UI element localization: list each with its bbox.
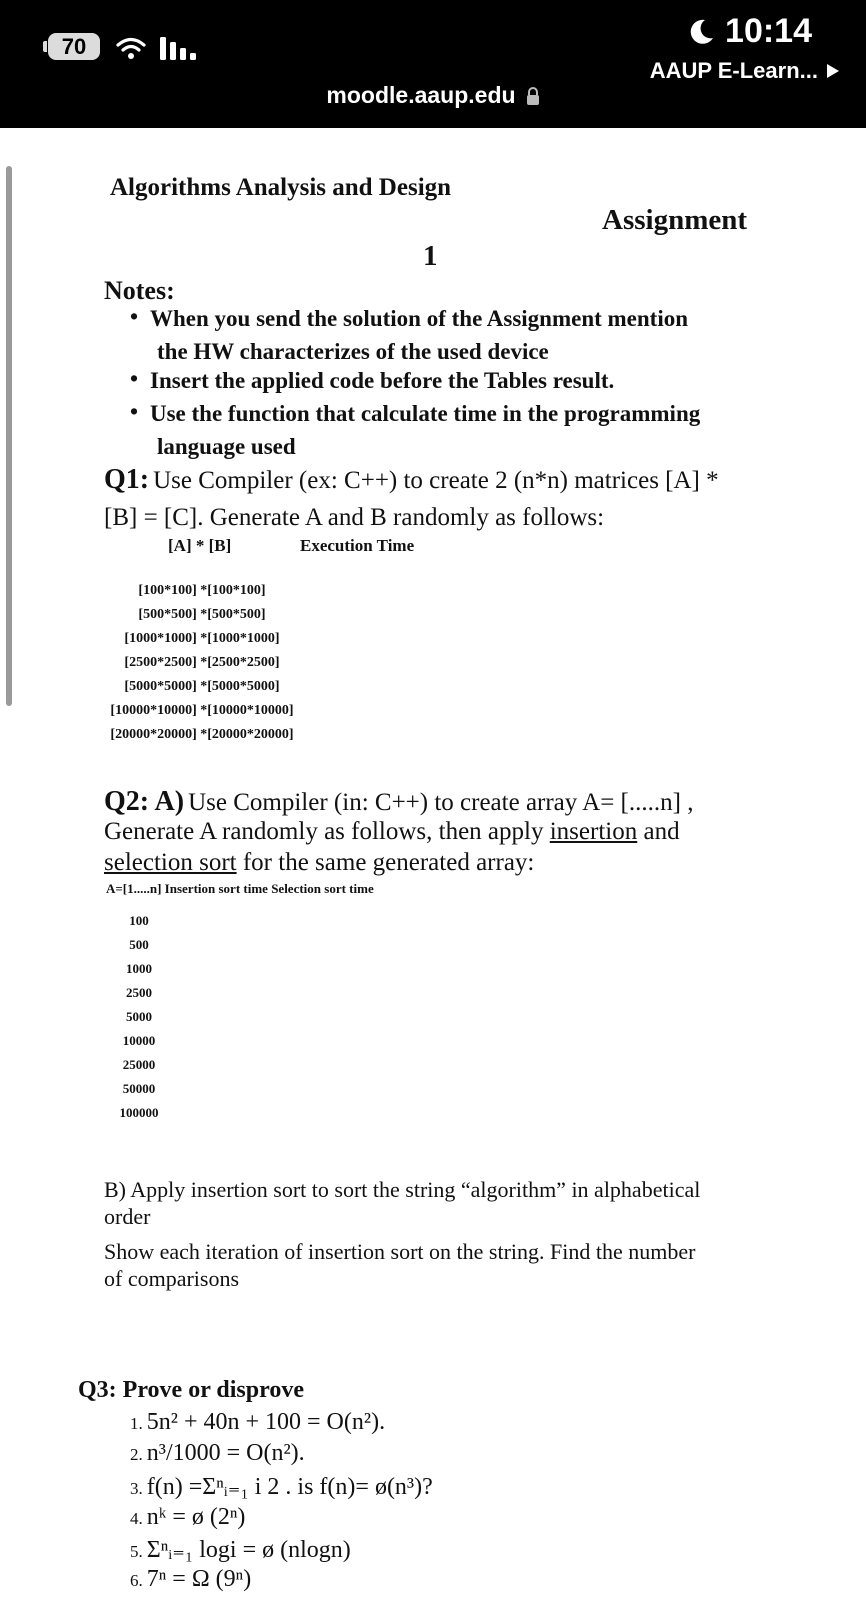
time-label: 10:14 bbox=[725, 12, 812, 50]
bullet-dot: • bbox=[130, 366, 139, 391]
q3-item-text: nᵏ = ø (2ⁿ) bbox=[146, 1504, 246, 1530]
q3-item-text: Σⁿᵢ₌₁ logi = ø (nlogn) bbox=[146, 1537, 351, 1563]
moon-icon bbox=[687, 18, 715, 46]
url-text: moodle.aaup.edu bbox=[326, 82, 516, 108]
q3-item-num: 6. bbox=[130, 1571, 143, 1590]
q2-size: 2500 bbox=[126, 985, 152, 1000]
q3-item-4 bbox=[130, 1504, 245, 1531]
back-to-app-button[interactable] bbox=[650, 58, 840, 84]
q3-item-num: 5. bbox=[130, 1542, 143, 1561]
battery-indicator: 70 bbox=[48, 33, 100, 60]
q1-row: [500*500] *[500*500] bbox=[138, 607, 266, 622]
notes-heading: Notes: bbox=[104, 276, 175, 305]
scrollbar[interactable] bbox=[6, 166, 12, 706]
q3-item-num: 4. bbox=[130, 1509, 143, 1528]
q1-col-header-time: Execution Time bbox=[300, 536, 415, 555]
q2-line-1 bbox=[104, 786, 693, 818]
q3-item-num: 3. bbox=[130, 1479, 143, 1498]
lock-icon bbox=[526, 87, 540, 105]
wifi-icon bbox=[116, 36, 146, 60]
q2-selection-term: selection sort bbox=[104, 849, 237, 876]
note-2-line-1: Insert the applied code before the Tables result. bbox=[150, 368, 615, 393]
q3-item-text: f(n) =Σⁿᵢ₌₁ i 2 . is f(n)= ø(n³)? bbox=[146, 1474, 433, 1500]
q2-size: 5000 bbox=[126, 1009, 152, 1024]
q2b-line-3: Show each iteration of insertion sort on the string. Find the number bbox=[104, 1239, 696, 1264]
q1-row: [5000*5000] *[5000*5000] bbox=[124, 679, 280, 694]
q3-item-6 bbox=[130, 1566, 251, 1593]
q2-size: 500 bbox=[129, 937, 149, 952]
q2-size: 50000 bbox=[122, 1081, 156, 1096]
q1-text-2: [B] = [C]. Generate A and B randomly as follows: bbox=[104, 504, 605, 531]
q2-table-header: A=[1.....n] Insertion sort time Selection sort time bbox=[106, 881, 374, 896]
q2b-line-2: order bbox=[104, 1204, 151, 1229]
q3-item-2 bbox=[130, 1440, 305, 1467]
q2-line-3 bbox=[104, 849, 534, 877]
q2b-line-1: B) Apply insertion sort to sort the string “algorithm” in alphabetical bbox=[104, 1177, 701, 1202]
assignment-title: Assignment bbox=[602, 204, 748, 236]
q3-item-num: 2. bbox=[130, 1445, 143, 1464]
q3-item-text: n³/1000 = O(n²). bbox=[146, 1440, 305, 1466]
q3-item-3 bbox=[130, 1472, 433, 1501]
assignment-number: 1 bbox=[423, 240, 438, 272]
q1-row: [100*100] *[100*100] bbox=[138, 583, 266, 598]
q2-size: 100 bbox=[129, 913, 149, 928]
note-3-line-2: language used bbox=[157, 434, 296, 459]
q3-item-1 bbox=[130, 1409, 385, 1436]
q1-row: [20000*20000] *[20000*20000] bbox=[110, 727, 294, 742]
q1-label: Q1: bbox=[104, 464, 150, 495]
q2-text-2b: and bbox=[637, 818, 680, 845]
bullet-dot: • bbox=[130, 304, 139, 329]
status-bar bbox=[0, 0, 866, 128]
q1-line-1 bbox=[104, 464, 719, 496]
q3-item-text: 7ⁿ = Ω (9ⁿ) bbox=[146, 1566, 252, 1592]
q1-col-header-matrices: [A] * [B] bbox=[168, 536, 232, 555]
q1-row: [10000*10000] *[10000*10000] bbox=[110, 703, 294, 718]
note-3-line-1: Use the function that calculate time in the programming bbox=[150, 401, 701, 426]
q2-line-2 bbox=[104, 818, 680, 846]
q2-size: 25000 bbox=[122, 1057, 156, 1072]
q2b-line-4: of comparisons bbox=[104, 1266, 240, 1291]
cellular-signal-icon bbox=[160, 34, 202, 60]
address-bar[interactable] bbox=[0, 82, 866, 109]
q3-item-num: 1. bbox=[130, 1414, 143, 1433]
q3-item-text: 5n² + 40n + 100 = O(n²). bbox=[146, 1409, 386, 1435]
note-1-line-1: When you send the solution of the Assignment mention bbox=[150, 306, 689, 331]
q2-size: 1000 bbox=[126, 961, 152, 976]
q1-row: [1000*1000] *[1000*1000] bbox=[124, 631, 280, 646]
q3-item-5 bbox=[130, 1535, 351, 1564]
q2-size: 100000 bbox=[119, 1105, 159, 1120]
course-title: Algorithms Analysis and Design bbox=[110, 174, 452, 201]
q2-text-2a: Generate A randomly as follows, then apply bbox=[104, 818, 550, 845]
q3-heading: Q3: Prove or disprove bbox=[78, 1377, 304, 1403]
q2-insertion-term: insertion bbox=[549, 818, 638, 845]
q2-label: Q2: A) bbox=[104, 786, 185, 817]
back-app-label: AAUP E-Learn... bbox=[649, 58, 818, 83]
play-arrow-icon bbox=[826, 63, 840, 79]
q2-text-1: Use Compiler (in: C++) to create array A= [.....n] , bbox=[188, 789, 694, 816]
q2-text-3: for the same generated array: bbox=[236, 849, 535, 876]
bullet-dot: • bbox=[130, 399, 139, 424]
clock bbox=[687, 12, 812, 51]
q1-row: [2500*2500] *[2500*2500] bbox=[124, 655, 280, 670]
note-1-line-2: the HW characterizes of the used device bbox=[157, 339, 549, 364]
q2-size: 10000 bbox=[122, 1033, 156, 1048]
q1-text-1: Use Compiler (ex: C++) to create 2 (n*n) matrices [A] * bbox=[153, 467, 719, 494]
